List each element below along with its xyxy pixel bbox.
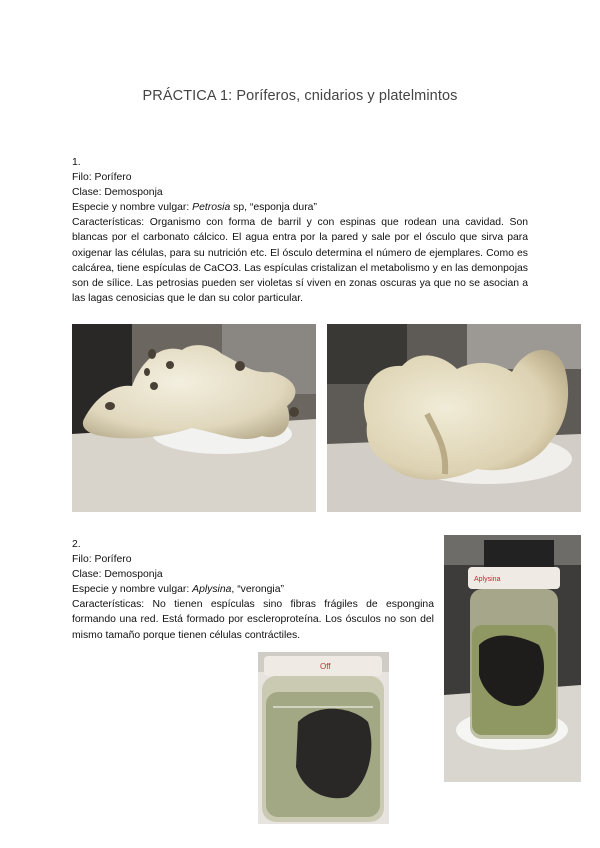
svg-text:Aplysina: Aplysina: [474, 576, 501, 583]
section-1-number: 1.: [72, 157, 81, 168]
species-common: sp, “esponja dura”: [230, 202, 317, 214]
section-1-species: [72, 200, 528, 215]
aplysina-jar-photo-center: [258, 652, 389, 824]
section-2-species: [72, 582, 434, 597]
page-title: PRÁCTICA 1: Poríferos, cnidarios y platelmintos: [142, 88, 458, 104]
section-2-number: 2.: [72, 539, 81, 550]
species-genus: Petrosia: [192, 202, 231, 214]
section-1-phylum: Filo: Porífero: [72, 172, 132, 184]
section-1: [72, 155, 528, 306]
section-1-description: Características: Organismo con forma de barril y con espinas que rodean una cavidad. Son blancas por el carbonato cálcico. El agua entra por la pared y sale por el ósculo que sirva para oxigenar las células, para su nutrición etc. El ósculo determina el número de ejemplares. Como es calcárea, tiene espículas de CaCO3. Las espículas cristalizan el metabolismo y en las demonpojas son de sílice. Las petrosias pueden ser violetas sí viven en zonas oscuras ya que no se asocian a las lagas cenosicias que le dan su color particular.: [72, 217, 528, 304]
section-2-phylum: Filo: Porífero: [72, 554, 132, 566]
species-prefix: Especie y nombre vulgar:: [72, 584, 193, 596]
section-2-description: Características: No tienen espículas sino fibras frágiles de espongina formando una red. Está formado por escleroproteína. Los ósculos no son del mismo tamaño porque tienen células contráctiles.: [72, 599, 434, 641]
section-1-class: Clase: Demosponja: [72, 187, 163, 199]
petrosia-photo-right: [327, 324, 581, 512]
section-2: [72, 537, 434, 643]
petrosia-photo-left: [72, 324, 316, 512]
species-genus: Aplysina: [192, 584, 232, 596]
species-common: , “verongia”: [231, 584, 284, 596]
jar-label: Off: [320, 662, 331, 671]
aplysina-jar-photo-right: [444, 535, 581, 782]
species-prefix: Especie y nombre vulgar:: [72, 202, 193, 214]
section-2-class: Clase: Demosponja: [72, 569, 163, 581]
